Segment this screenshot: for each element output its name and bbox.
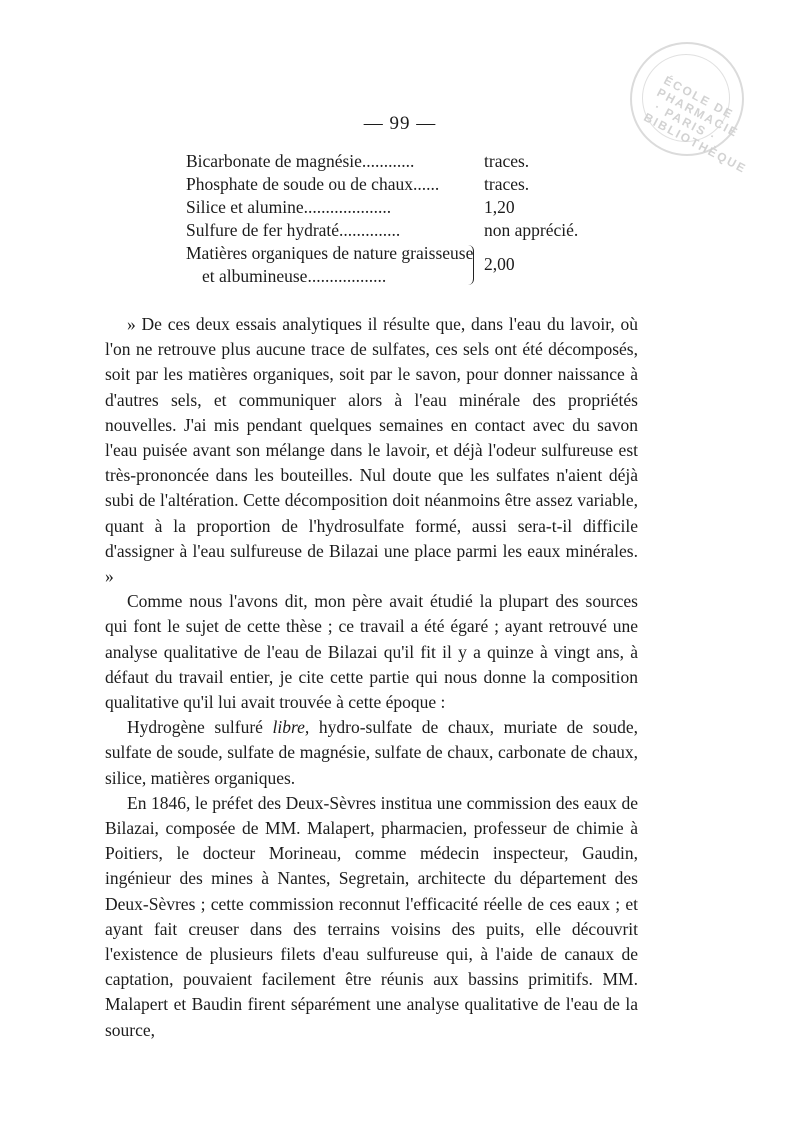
row-value: traces. bbox=[484, 151, 530, 171]
paragraph-hydrogen bbox=[105, 715, 638, 791]
paragraph: En 1846, le préfet des Deux-Sèvres institua une commission des eaux de Bilazai, composée de MM. Malapert, pharmacien, professeur de chimie à Poitiers, le docteur Morineau, comme médecin inspecteur, Gaudin, ingénieur des mines à Nantes, Segretain, architecte du département des Deux-Sèvres ; cette commission reconnut l'efficacité réelle de ces eaux ; et ayant fait creuser dans des terrains voisins des puits, elle découvrit l'existence de plusieurs filets d'eau sulfureuse qui, à l'aide de canaux de captation, pouvaient facilement être réunis aux bassins primitifs. MM. Malapert et Baudin firent séparément une analyse qualitative de l'eau de la source, bbox=[105, 792, 638, 1040]
text-run: hydro-sulfate de chaux, muriate de soude, sulfate de soude, sulfate de magnésie, sulfate de chaux, carbonate de chaux, silice, matières organiques. bbox=[105, 717, 638, 788]
brace-icon bbox=[466, 245, 474, 285]
text-run: Hydrogène sulfuré bbox=[127, 717, 273, 738]
analysis-row bbox=[186, 196, 606, 219]
italic-word: libre, bbox=[272, 717, 310, 738]
paragraph: Comme nous l'avons dit, mon père avait étudié la plupart des sources qui font le sujet de cette thèse ; ce travail a été égaré ; ayant retrouvé une analyse qualitative de l'eau de Bilazai qu'il fit il y a quinze à vingt ans, à défaut du travail entier, je cite cette partie qui nous donne la composition qualitative qu'il lui avait trouvée à cette époque : bbox=[105, 591, 638, 713]
row-value: non apprécié. bbox=[484, 220, 579, 240]
paragraph: » De ces deux essais analytiques il résulte que, dans l'eau du lavoir, où l'on ne retrouve plus aucune trace de sulfates, ces sels ont été décomposés, soit par les matières organiques, soit par le savon, pour donner naissance à d'autres sels, et communiquer alors à l'eau minérale des propriétés nouvelles. J'ai mis pendant quelques semaines en contact avec du savon l'eau puisée avant son mélange dans le lavoir, et déjà l'odeur sulfureuse est très-prononcée dans les bouteilles. Nul doute que les sulfates n'aient déjà subi de l'altération. Cette décomposition doit néanmoins être assez variable, quant à la proportion de l'hydrosulfate formé, aussi sera-t-il difficile d'assigner à l'eau sulfureuse de Bilazai une place parmi les eaux minérales. » bbox=[105, 314, 638, 587]
analysis-table bbox=[186, 150, 606, 292]
body-text bbox=[105, 312, 638, 1043]
row-label: Bicarbonate de magnésie............ bbox=[186, 151, 415, 171]
row-label: Phosphate de soude ou de chaux...... bbox=[186, 174, 440, 194]
row-value: traces. bbox=[484, 174, 530, 194]
stamp-text: ÉCOLE DE PHARMACIE · PARIS · BIBLIOTHÈQUE bbox=[641, 73, 750, 177]
group-value: 2,00 bbox=[484, 254, 515, 274]
analysis-group-row bbox=[186, 242, 606, 292]
analysis-row bbox=[186, 219, 606, 242]
analysis-row bbox=[186, 150, 606, 173]
library-stamp bbox=[630, 42, 750, 177]
group-label-line2: et albumineuse.................. bbox=[202, 266, 387, 286]
analysis-row bbox=[186, 173, 606, 196]
page-number: — 99 — bbox=[363, 113, 437, 134]
row-value: 1,20 bbox=[484, 197, 515, 217]
row-label: Silice et alumine.................... bbox=[186, 197, 392, 217]
row-label: Sulfure de fer hydraté.............. bbox=[186, 220, 401, 240]
group-label-line1: Matières organiques de nature graisseuse bbox=[186, 243, 474, 263]
